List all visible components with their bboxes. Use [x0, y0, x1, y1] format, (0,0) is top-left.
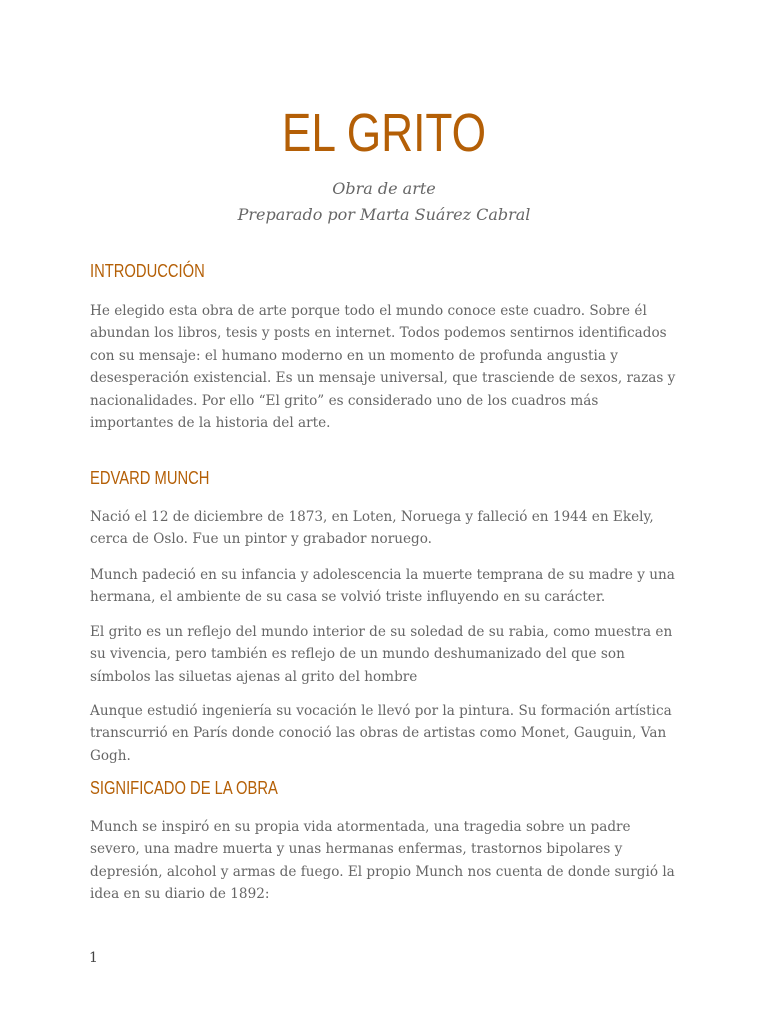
paragraph: Munch se inspiró en su propia vida atormentada, una tragedia sobre un padre severo, una madre muerta y unas hermanas enfermas, trastornos bipolares y depresión, alcohol y armas de fuego. El propio Munch nos cuenta de donde surgió la idea en su diario de 1892: [90, 819, 675, 903]
paragraph: He elegido esta obra de arte porque todo el mundo conoce este cuadro. Sobre él abundan los libros, tesis y posts en internet. Todos podemos sentirnos identificados con su mensaje: el humano moderno en un momento de profunda angustia y desesperación existencial. Es un mensaje universal, que trasciende de sexos, razas y nacionalidades. Por ello “El grito” es considerado uno de los cuadros más importantes de la historia del arte. [90, 303, 676, 432]
paragraph: Nació el 12 de diciembre de 1873, en Loten, Noruega y falleció en 1944 en Ekely, cerca de Oslo. Fue un pintor y grabador noruego. [90, 509, 654, 548]
paragraph: El grito es un reflejo del mundo interior de su soledad de su rabia, como muestra en su vivencia, pero también es reflejo de un mundo deshumanizado del que son símbolos las siluetas ajenas al grito del hombre [90, 624, 673, 685]
paragraph: Aunque estudió ingeniería su vocación le llevó por la pintura. Su formación artística transcurrió en París donde conoció las obras de artistas como Monet, Gauguin, Van Gogh. [90, 703, 672, 764]
document-author: Preparado por Marta Suárez Cabral [237, 205, 531, 224]
paragraph: Munch padeció en su infancia y adolescencia la muerte temprana de su madre y una hermana, el ambiente de su casa se volvió triste influyendo en su carácter. [90, 567, 675, 606]
section-heading-introduccion: INTRODUCCIÓN [90, 261, 205, 281]
document-subtitle: Obra de arte [332, 179, 436, 198]
document-title: EL GRITO [281, 103, 487, 163]
page-number: 1 [89, 950, 98, 966]
section-heading-significado: SIGNIFICADO DE LA OBRA [90, 778, 278, 798]
section-heading-edvard-munch: EDVARD MUNCH [90, 468, 210, 488]
